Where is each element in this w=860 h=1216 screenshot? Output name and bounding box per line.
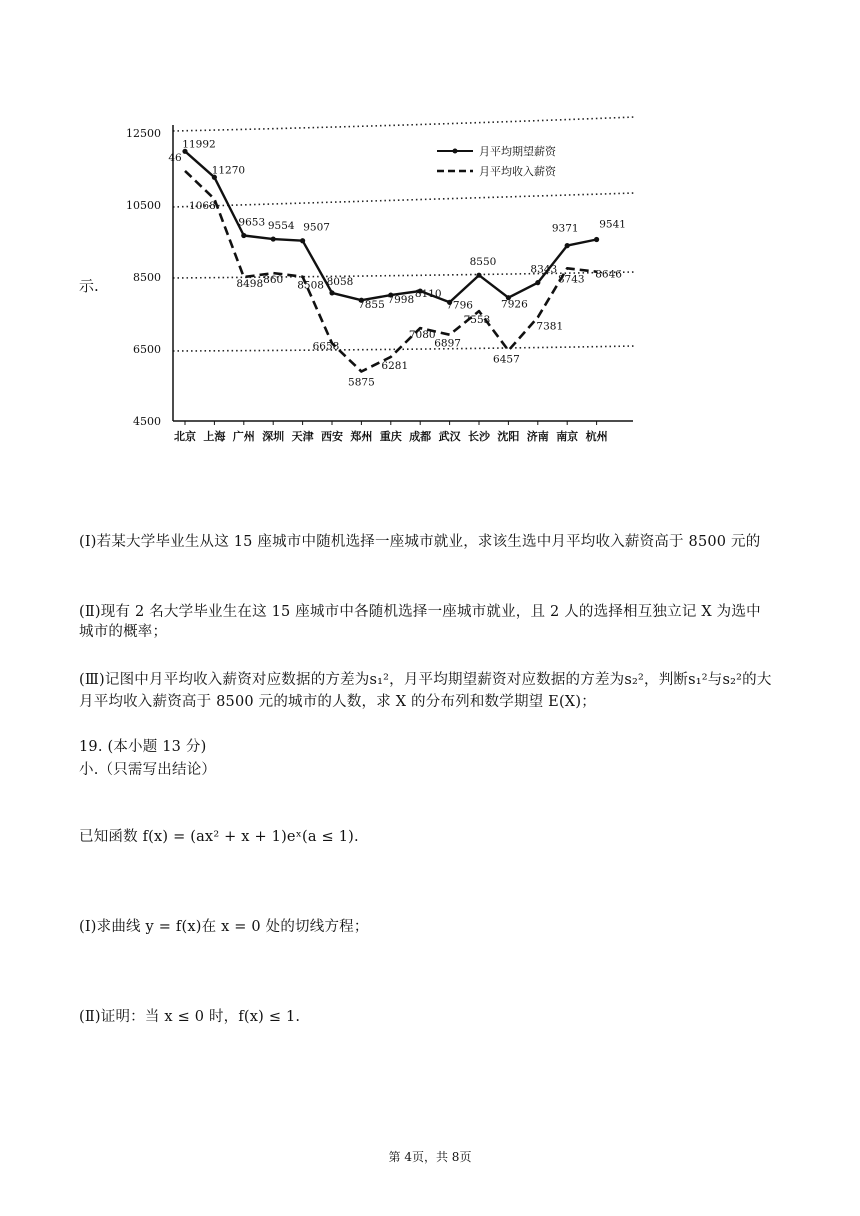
data-label: 7855: [358, 299, 385, 312]
data-label: 8743: [557, 273, 585, 286]
data-point: [241, 233, 246, 238]
data-label: 6658: [312, 340, 340, 353]
chart-series: [182, 149, 599, 372]
data-label: 8343: [530, 263, 558, 276]
legend-label-expected: 月平均期望薪资: [479, 145, 556, 158]
data-label: 8550: [469, 256, 497, 269]
question-3-line-1: (Ⅲ)记图中月平均收入薪资对应数据的方差为s₁²，月平均期望薪资对应数据的方差为s₂²，判断s₁²与s₂²的大: [79, 672, 772, 688]
question-2-line-1: (Ⅱ)现有 2 名大学毕业生在这 15 座城市中各随机选择一座城市就业，且 2 人的选择相互独立记 X 为选中: [79, 604, 761, 620]
x-tick-label: 北京: [174, 430, 196, 443]
data-label: 9541: [599, 218, 626, 231]
continued-text: 示.: [79, 277, 99, 295]
legend-marker-expected: [453, 149, 458, 154]
x-tick-label: 沈阳: [497, 430, 520, 443]
problem-19-header: 19. (本小题 13 分): [79, 739, 207, 755]
data-label: 9653: [238, 216, 266, 229]
x-tick-labels: [174, 421, 608, 443]
x-tick-label: 重庆: [379, 430, 402, 443]
y-tick-labels: [126, 127, 161, 428]
data-label: 7926: [501, 298, 528, 311]
data-label: 8498: [236, 278, 264, 291]
y-tick-label: 4500: [133, 415, 161, 428]
data-label: 11270: [211, 164, 246, 177]
data-point: [594, 237, 599, 242]
y-tick-label: 12500: [126, 127, 161, 140]
x-tick-label: 成都: [409, 430, 432, 443]
question-3-line-2: 小.（只需写出结论）: [79, 762, 217, 778]
problem-19-part-2: (Ⅱ)证明：当 x ≤ 0 时，f(x) ≤ 1.: [79, 1009, 301, 1025]
data-label: 6457: [493, 353, 520, 366]
guide-curve-1: [173, 117, 635, 131]
question-1-line-2: 城市的概率；: [79, 624, 168, 640]
x-tick-label: 杭州: [585, 430, 608, 443]
data-label: 8058: [326, 275, 354, 288]
x-tick-label: 长沙: [468, 430, 490, 443]
data-label: 5875: [348, 376, 375, 389]
legend-label-income: 月平均收入薪资: [479, 165, 556, 178]
data-label: 9371: [551, 222, 579, 235]
data-label: 1068: [189, 199, 216, 212]
x-tick-label: 深圳: [262, 430, 285, 443]
data-label: 860: [263, 274, 284, 287]
data-label: 9507: [303, 221, 330, 234]
question-1-line-1: (Ⅰ)若某大学毕业生从这 15 座城市中随机选择一座城市就业，求该生选中月平均收入薪资高于 8500 元的: [79, 534, 761, 550]
x-tick-label: 郑州: [350, 430, 373, 443]
data-point: [565, 243, 570, 248]
data-point: [535, 280, 540, 285]
y-tick-label: 10500: [126, 199, 161, 212]
data-label: 7553: [463, 314, 491, 327]
x-tick-label: 武汉: [438, 430, 461, 443]
data-point: [271, 236, 276, 241]
data-label: 7796: [446, 299, 473, 312]
x-tick-label: 济南: [526, 430, 549, 443]
data-label: 8508: [297, 279, 324, 292]
data-point: [329, 290, 334, 295]
x-tick-label: 南京: [556, 430, 579, 443]
data-label: 6897: [434, 337, 461, 350]
salary-line-chart: [105, 100, 645, 450]
page-footer: 第 4页，共 8页: [388, 1150, 472, 1164]
data-label: 8110: [414, 288, 442, 301]
x-tick-label: 广州: [232, 430, 255, 443]
problem-19-stem: 已知函数 f(x) = (ax² + x + 1)eˣ(a ≤ 1).: [79, 829, 359, 845]
data-label: 7998: [387, 294, 415, 307]
question-2-line-2: 月平均收入薪资高于 8500 元的城市的人数，求 X 的分布列和数学期望 E(X)；: [79, 694, 596, 710]
guide-curve-4: [173, 346, 635, 351]
data-point: [476, 273, 481, 278]
data-label: 7381: [536, 320, 564, 333]
data-label: 9554: [267, 220, 295, 233]
guide-curve-2: [173, 193, 635, 207]
y-tick-label: 6500: [133, 343, 161, 356]
data-label: 8646: [595, 268, 622, 281]
data-label: 6281: [381, 359, 409, 372]
y-tick-label: 8500: [133, 271, 161, 284]
data-label: 7080: [408, 329, 436, 342]
x-tick-label: 上海: [203, 430, 226, 443]
data-label: 11992: [182, 138, 216, 151]
data-label: 46: [168, 151, 182, 164]
problem-19-part-1: (Ⅰ)求曲线 y = f(x)在 x = 0 处的切线方程；: [79, 919, 369, 935]
chart-legend: [437, 144, 557, 178]
x-tick-label: 天津: [291, 430, 314, 443]
problem-19: [79, 672, 789, 1092]
data-point: [300, 238, 305, 243]
x-tick-label: 西安: [321, 430, 343, 443]
